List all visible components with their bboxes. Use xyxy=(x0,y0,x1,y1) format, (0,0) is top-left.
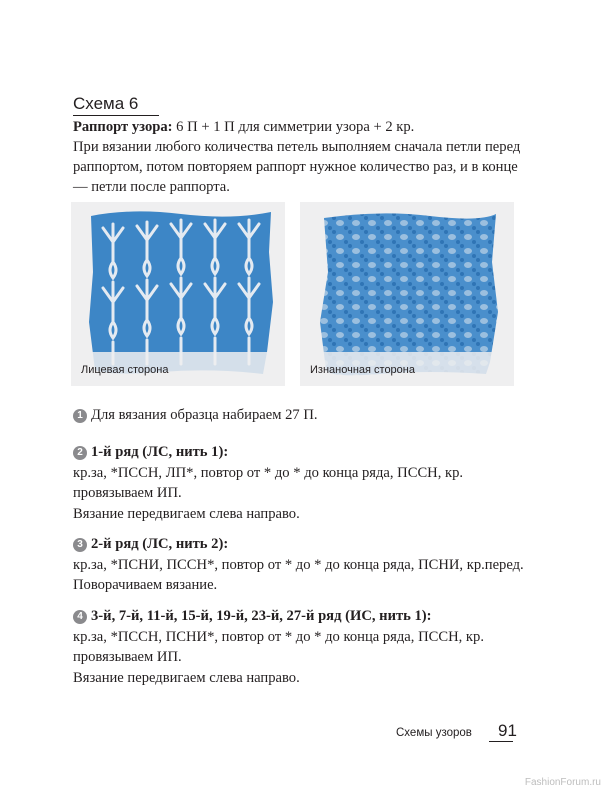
photo-front-side xyxy=(71,202,285,386)
step-2 xyxy=(73,442,535,524)
knitted-sample-back xyxy=(300,202,514,386)
step-instruction: Вязание передвигаем слева направо. xyxy=(73,505,300,522)
rapport-label: Раппорт узора: xyxy=(73,119,173,135)
step-3 xyxy=(73,534,535,596)
step-number-badge: 4 xyxy=(73,610,87,624)
footer-section-label: Схемы узоров xyxy=(396,727,472,739)
step-heading xyxy=(73,606,535,627)
intro-description: При вязании любого количества петель выполняем сначала петли перед раппортом, потом повторяем раппорт нужное количество раз, и в конце — петли после раппорта. xyxy=(73,139,521,195)
step-1 xyxy=(73,405,535,426)
step-instruction: Поворачиваем вязание. xyxy=(73,577,218,593)
photo-caption-back: Изнаночная сторона xyxy=(310,364,415,376)
page-number: 91 xyxy=(498,721,517,740)
intro-block xyxy=(73,117,535,197)
step-line xyxy=(73,405,535,426)
title-underline xyxy=(73,115,159,116)
step-number-badge: 3 xyxy=(73,538,87,552)
step-instruction: кр.за, *ПССН, ЛП*, повтор от * до * до конца ряда, ПССН, кр. провязываем ИП. xyxy=(73,464,464,501)
step-heading xyxy=(73,534,535,555)
site-watermark: FashionForum.ru xyxy=(524,777,601,788)
page-number-underline xyxy=(489,741,513,742)
photo-caption-front: Лицевая сторона xyxy=(81,364,169,376)
step-heading-text: 3-й, 7-й, 11-й, 15-й, 19-й, 23-й, 27-й ряд (ИС, нить 1): xyxy=(91,608,432,624)
step-number-badge: 1 xyxy=(73,409,87,423)
rapport-line xyxy=(73,117,535,137)
step-text: Для вязания образца набираем 27 П. xyxy=(91,407,318,423)
step-instruction: Вязание передвигаем слева направо. xyxy=(73,669,300,686)
scheme-title: Схема 6 xyxy=(73,94,139,113)
photo-back-side xyxy=(300,202,514,386)
step-number-badge: 2 xyxy=(73,446,87,460)
step-heading-text: 2-й ряд (ЛС, нить 2): xyxy=(91,536,229,552)
knitted-sample-front xyxy=(71,202,285,386)
step-instruction: кр.за, *ПСНИ, ПССН*, повтор от * до * до конца ряда, ПСНИ, кр.перед. xyxy=(73,556,524,573)
step-heading xyxy=(73,442,535,463)
step-4 xyxy=(73,606,535,688)
step-heading-text: 1-й ряд (ЛС, нить 1): xyxy=(91,444,229,460)
rapport-text: 6 П + 1 П для симметрии узора + 2 кр. xyxy=(172,119,415,135)
step-instruction: кр.за, *ПССН, ПСНИ*, повтор от * до * до конца ряда, ПССН, кр. провязываем ИП. xyxy=(73,628,484,665)
